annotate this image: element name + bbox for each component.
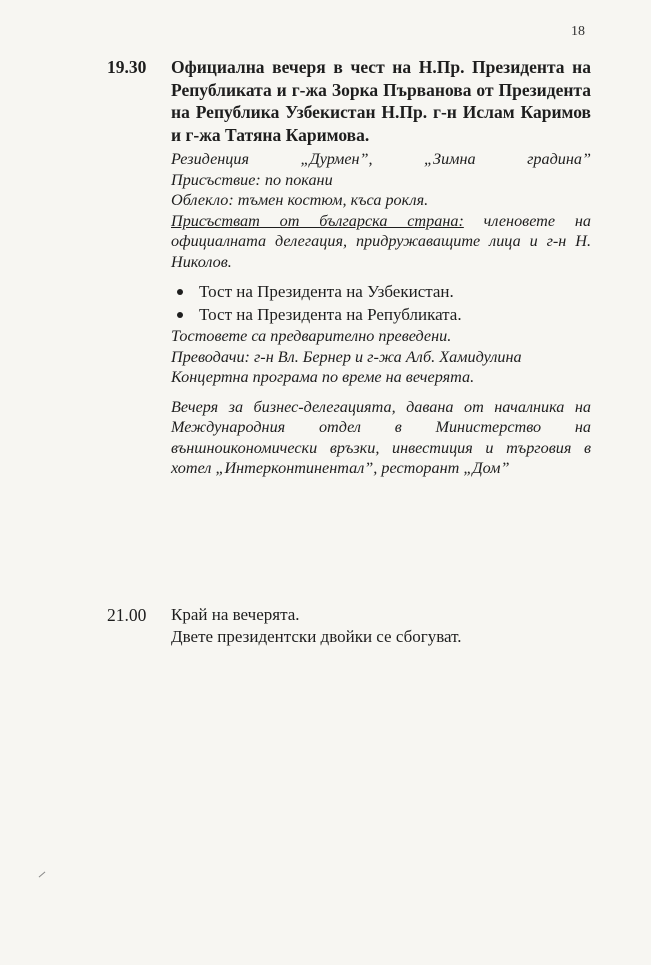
entry-time: 21.00 bbox=[107, 605, 147, 625]
attendees-text: членовете на официалната делегация, придружаващите лица и г-н Н. Николов. bbox=[171, 211, 591, 271]
attendees-paragraph bbox=[171, 211, 591, 273]
farewell-line: Двете президентски двойки се сбогуват. bbox=[171, 627, 462, 646]
dress-code-line: Облекло: тъмен костюм, къса рокля. bbox=[171, 191, 429, 209]
bullet-icon bbox=[177, 312, 183, 318]
toast-text: Тост на Президента на Узбекистан. bbox=[199, 282, 454, 301]
toasts-note: Тостовете са предварително преведени. bbox=[171, 327, 452, 345]
business-dinner-paragraph: Вечеря за бизнес-делегацията, давана от началника на Международния отдел в Министерство на външноикономически връзки, инвестиция и търговия в хотел „Интерконтинентал”, ресторант „Дом” bbox=[171, 397, 591, 477]
interpreters-line: Преводачи: г-н Вл. Бернер и г-жа Алб. Хамидулина bbox=[171, 347, 522, 366]
scan-mark bbox=[39, 872, 46, 878]
toast-text: Тост на Президента на Републиката. bbox=[199, 305, 462, 324]
entry-body bbox=[171, 56, 591, 479]
list-item bbox=[171, 280, 591, 303]
bullet-icon bbox=[177, 289, 183, 295]
attendance-line: Присъствие: по покани bbox=[171, 170, 333, 189]
venue-line: Резиденция „Дурмен”, „Зимна градина” bbox=[171, 150, 591, 168]
entry-body bbox=[171, 604, 591, 648]
entry-time: 19.30 bbox=[107, 57, 147, 77]
list-item bbox=[171, 303, 591, 326]
toast-list bbox=[171, 280, 591, 326]
schedule-entry-dinner bbox=[107, 56, 591, 479]
page-number: 18 bbox=[571, 24, 585, 39]
schedule-entry-end bbox=[107, 604, 591, 648]
entry-title: Официална вечеря в чест на Н.Пр. Президента на Републиката и г-жа Зорка Първанова от Президента на Република Узбекистан Н.Пр. г-н Ислам Каримов и г-жа Татяна Каримова. bbox=[171, 57, 591, 145]
end-line: Край на вечерята. bbox=[171, 605, 300, 624]
attendees-label: Присъстват от българска страна: bbox=[171, 211, 464, 230]
concert-line: Концертна програма по време на вечерята. bbox=[171, 368, 475, 386]
